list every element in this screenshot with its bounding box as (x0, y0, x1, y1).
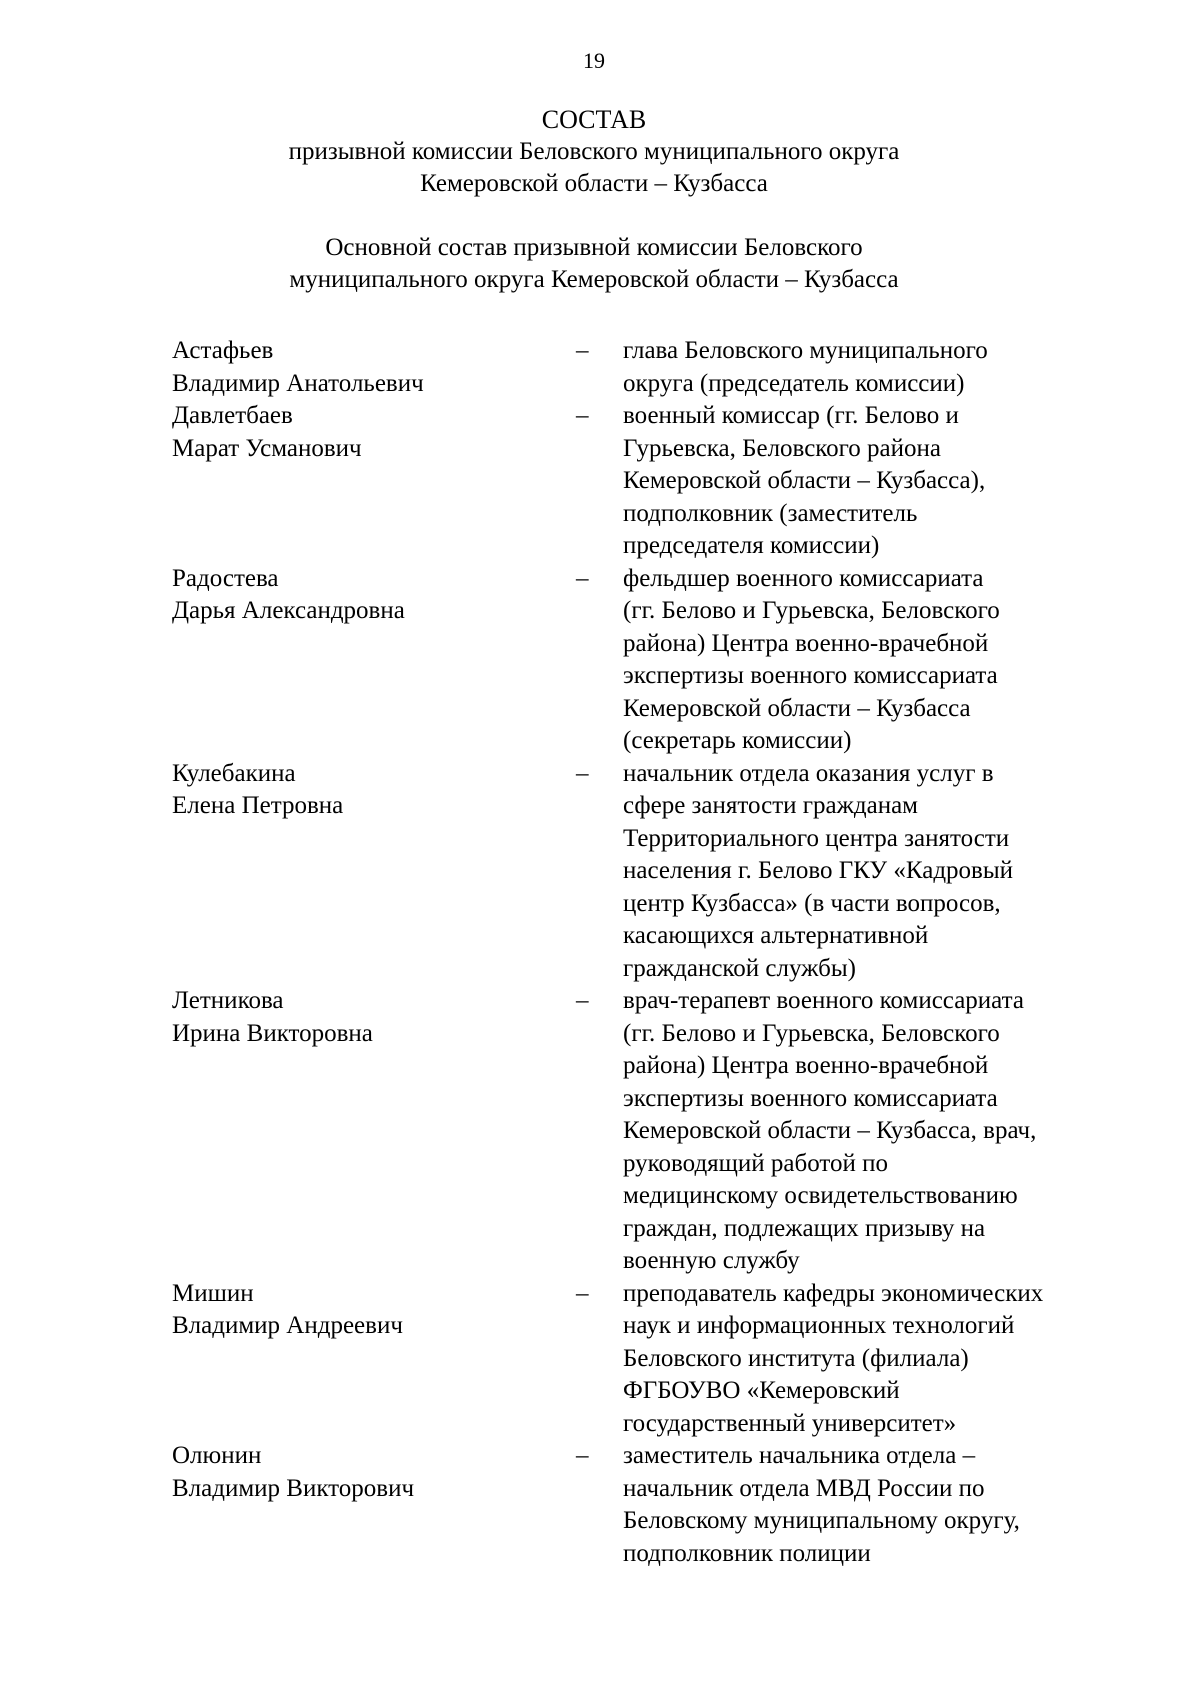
member-role-line: Беловскому муниципальному округу, (623, 1507, 1020, 1534)
member-role-line: преподаватель кафедры экономических (623, 1279, 1044, 1307)
member-dash: – (576, 1442, 589, 1469)
member-role-line: округа (председатель комиссии) (623, 369, 965, 397)
member-name (172, 985, 576, 1278)
member-role-line: сфере занятости гражданам (623, 792, 918, 819)
member-role (623, 1278, 1123, 1441)
member-role-line: начальник отдела оказания услуг в (623, 759, 994, 787)
member-role-line: касающихся альтернативной (623, 922, 929, 949)
member-role-line: наук и информационных технологий (623, 1312, 1015, 1339)
member-given-names: Владимир Викторович (172, 1474, 415, 1502)
member-dash: – (576, 987, 589, 1014)
member-name (172, 563, 576, 758)
member-role-line: (гг. Белово и Гурьевска, Беловского (623, 597, 1000, 624)
member-role-line: района) Центра военно-врачебной (623, 1052, 989, 1079)
member-role-line: населения г. Белово ГКУ «Кадровый (623, 857, 1014, 884)
member-role-line: руководящий работой по (623, 1149, 889, 1177)
member-role-line: граждан, подлежащих призыву на (623, 1214, 986, 1242)
page-number: 19 (583, 48, 605, 73)
commission-members-list (172, 335, 1132, 1570)
member-role-line: экспертизы военного комиссариата (623, 1084, 998, 1112)
member-name (172, 1278, 576, 1441)
member-dash: – (576, 564, 589, 592)
member-surname: Кулебакина (172, 759, 296, 787)
section-subheading (0, 232, 1188, 296)
member-surname: Летникова (172, 987, 284, 1014)
heading-line-2: призывной комиссии Беловского муниципального округа (288, 138, 900, 165)
member-given-names: Владимир Анатольевич (172, 369, 424, 397)
member-role-line: Гурьевска, Беловского района (623, 434, 942, 462)
member-name (172, 758, 576, 986)
member-surname: Астафьев (172, 337, 274, 364)
member-given-names: Дарья Александровна (172, 597, 405, 624)
member-entry (172, 985, 1132, 1278)
member-name (172, 400, 576, 563)
member-name (172, 1440, 576, 1570)
member-role-line: Кемеровской области – Кузбасса), (623, 467, 986, 494)
heading-line-3: Кемеровской области – Кузбасса (420, 170, 768, 197)
member-role-line: врач-терапевт военного комиссариата (623, 987, 1024, 1014)
member-surname: Мишин (172, 1279, 254, 1307)
member-role-line: фельдшер военного комиссариата (623, 564, 984, 592)
member-role (623, 400, 1123, 563)
member-surname: Давлетбаев (172, 402, 293, 429)
member-role-line: подполковник полиции (623, 1539, 871, 1567)
member-role-line: начальник отдела МВД России по (623, 1474, 985, 1502)
member-entry (172, 1440, 1132, 1570)
member-entry (172, 335, 1132, 400)
member-entry (172, 563, 1132, 758)
member-role (623, 335, 1123, 400)
member-role (623, 758, 1123, 986)
member-dash: – (576, 759, 589, 787)
member-role-line: Кемеровской области – Кузбасса (623, 694, 971, 722)
member-role-line: председателя комиссии) (623, 532, 880, 559)
member-role-line: государственный университет» (623, 1409, 957, 1437)
member-dash: – (576, 402, 589, 429)
member-surname: Радостева (172, 564, 279, 592)
member-role-line: экспертизы военного комиссариата (623, 662, 998, 689)
subheading-line-2: муниципального округа Кемеровской области – Кузбасса (289, 266, 899, 293)
member-entry (172, 400, 1132, 563)
member-role-line: медицинскому освидетельствованию (623, 1182, 1018, 1209)
subheading-line-1: Основной состав призывной комиссии Беловского (325, 234, 863, 261)
document-heading (0, 104, 1188, 200)
member-dash: – (576, 337, 589, 364)
member-role-line: Кемеровской области – Кузбасса, врач, (623, 1117, 1037, 1144)
member-role-line: ФГБОУВО «Кемеровский (623, 1377, 900, 1404)
member-role-line: Беловского института (филиала) (623, 1344, 969, 1372)
member-role-line: (секретарь комиссии) (623, 727, 852, 754)
member-role-line: военную службу (623, 1247, 800, 1274)
member-given-names: Марат Усманович (172, 434, 362, 462)
member-role-line: центр Кузбасса» (в части вопросов, (623, 889, 1001, 917)
member-role-line: глава Беловского муниципального (623, 337, 988, 364)
member-role (623, 1440, 1123, 1570)
member-role-line: (гг. Белово и Гурьевска, Беловского (623, 1019, 1000, 1047)
member-given-names: Елена Петровна (172, 792, 344, 819)
member-role-line: района) Центра военно-врачебной (623, 629, 989, 657)
member-entry (172, 1278, 1132, 1441)
member-surname: Олюнин (172, 1442, 262, 1469)
member-role-line: подполковник (заместитель (623, 499, 918, 527)
member-given-names: Владимир Андреевич (172, 1312, 403, 1339)
member-role-line: военный комиссар (гг. Белово и (623, 402, 959, 429)
member-role-line: Территориального центра занятости (623, 824, 1010, 852)
member-role (623, 563, 1123, 758)
member-role-line: гражданской службы) (623, 954, 856, 982)
member-role-line: заместитель начальника отдела – (623, 1442, 976, 1469)
member-entry (172, 758, 1132, 986)
member-role (623, 985, 1123, 1278)
member-given-names: Ирина Викторовна (172, 1019, 373, 1047)
member-dash: – (576, 1279, 589, 1307)
member-name (172, 335, 576, 400)
heading-title: СОСТАВ (541, 105, 647, 134)
